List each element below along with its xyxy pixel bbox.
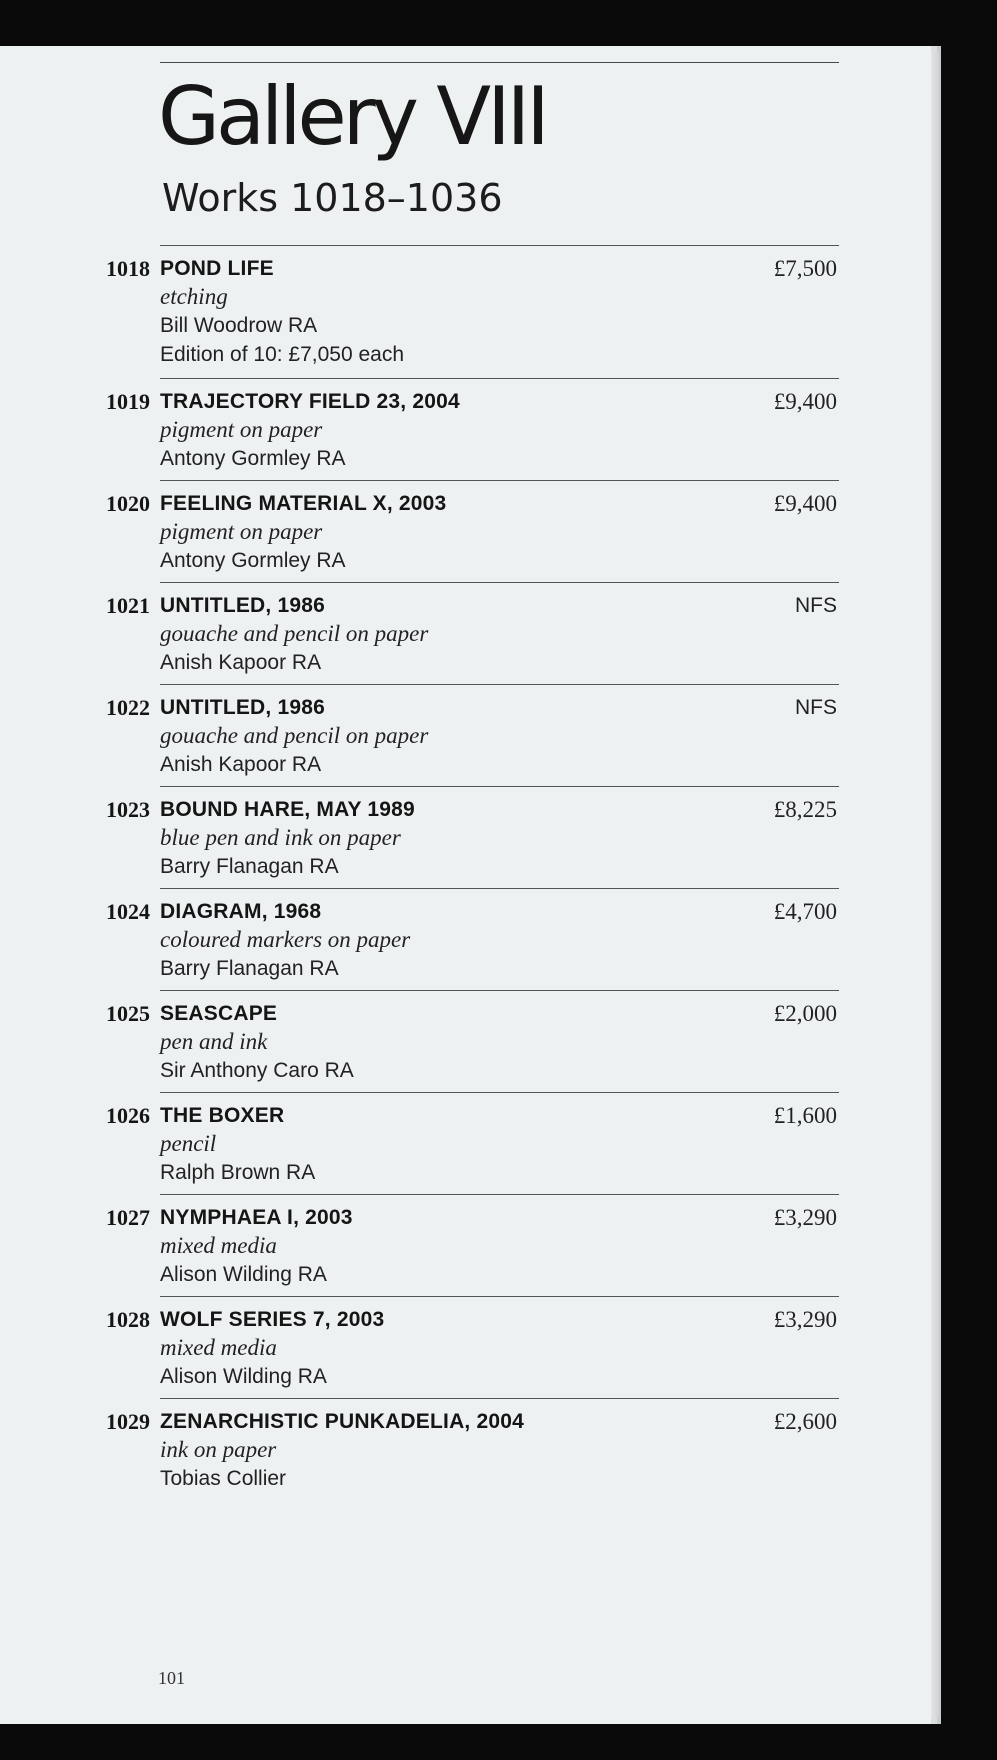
entry-artist: Bill Woodrow RA [160,314,318,337]
catalogue-content [106,62,840,1500]
entry-number: 1029 [106,1409,150,1434]
entry-artist: Anish Kapoor RA [160,651,322,674]
entry-price: £8,225 [773,797,837,822]
entry-price: £7,500 [773,256,837,281]
catalogue-entry [106,786,839,888]
entry-title: BOUND HARE, MAY 1989 [160,798,415,821]
catalogue-entry [106,378,839,480]
catalogue-entry [106,1296,839,1398]
entry-price: £4,700 [773,899,837,924]
entry-number: 1027 [106,1205,150,1230]
entry-title: UNTITLED, 1986 [160,594,326,617]
entry-title: THE BOXER [160,1104,285,1127]
entry-number: 1021 [106,593,150,618]
entry-number: 1023 [106,797,150,822]
page-number: 101 [158,1668,185,1688]
entry-artist: Alison Wilding RA [160,1365,327,1388]
entry-medium: pencil [160,1131,217,1156]
entry-title: ZENARCHISTIC PUNKADELIA, 2004 [160,1410,525,1433]
gallery-title: Gallery VIII [158,70,546,163]
entry-medium: pen and ink [160,1029,268,1054]
catalogue-entry [106,990,839,1092]
entry-price: £3,290 [773,1307,837,1332]
entry-title: UNTITLED, 1986 [160,696,326,719]
catalogue-entry [106,888,839,990]
entry-artist: Anish Kapoor RA [160,753,322,776]
catalogue-entry [106,1092,839,1194]
entry-medium: etching [160,284,228,309]
works-range: Works 1018–1036 [162,176,503,220]
entry-number: 1018 [106,256,150,281]
entry-edition: Edition of 10: £7,050 each [160,343,405,366]
entry-number: 1026 [106,1103,150,1128]
entry-price: £9,400 [773,389,837,414]
entry-medium: coloured markers on paper [160,927,411,952]
catalogue-entry [106,245,839,378]
entry-number: 1028 [106,1307,150,1332]
entry-number: 1025 [106,1001,150,1026]
entry-medium: gouache and pencil on paper [160,723,429,748]
catalogue-entry [106,582,839,684]
entry-artist: Antony Gormley RA [160,549,346,572]
entry-title: SEASCAPE [160,1002,278,1025]
entry-artist: Tobias Collier [160,1467,287,1490]
entry-artist: Barry Flanagan RA [160,855,339,878]
entry-artist: Ralph Brown RA [160,1161,316,1184]
entry-medium: pigment on paper [160,417,323,442]
entry-artist: Antony Gormley RA [160,447,346,470]
entry-price: £2,000 [773,1001,837,1026]
catalogue-entry [106,684,839,786]
entry-title: POND LIFE [160,257,274,280]
entry-title: TRAJECTORY FIELD 23, 2004 [160,390,460,413]
entry-price: NFS [795,594,837,617]
entry-price: NFS [795,696,837,719]
entry-medium: mixed media [160,1233,277,1258]
entry-artist: Barry Flanagan RA [160,957,339,980]
entry-title: WOLF SERIES 7, 2003 [160,1308,385,1331]
catalogue-entry [106,480,839,582]
header-rule [160,62,839,63]
entries-list [106,245,840,1500]
entry-number: 1024 [106,899,150,924]
entry-price: £2,600 [773,1409,837,1434]
entry-number: 1022 [106,695,150,720]
catalogue-entry [106,1398,839,1500]
entry-price: £3,290 [773,1205,837,1230]
entry-medium: pigment on paper [160,519,323,544]
entry-medium: ink on paper [160,1437,277,1462]
entry-medium: blue pen and ink on paper [160,825,401,850]
entry-price: £9,400 [773,491,837,516]
entry-artist: Alison Wilding RA [160,1263,327,1286]
entry-number: 1019 [106,389,150,414]
entry-title: DIAGRAM, 1968 [160,900,322,923]
entry-artist: Sir Anthony Caro RA [160,1059,354,1082]
entry-title: FEELING MATERIAL X, 2003 [160,492,447,515]
entry-medium: gouache and pencil on paper [160,621,429,646]
entry-price: £1,600 [773,1103,837,1128]
entry-number: 1020 [106,491,150,516]
catalogue-entry [106,1194,839,1296]
entry-medium: mixed media [160,1335,277,1360]
page-edge [931,52,939,1718]
entry-title: NYMPHAEA I, 2003 [160,1206,353,1229]
